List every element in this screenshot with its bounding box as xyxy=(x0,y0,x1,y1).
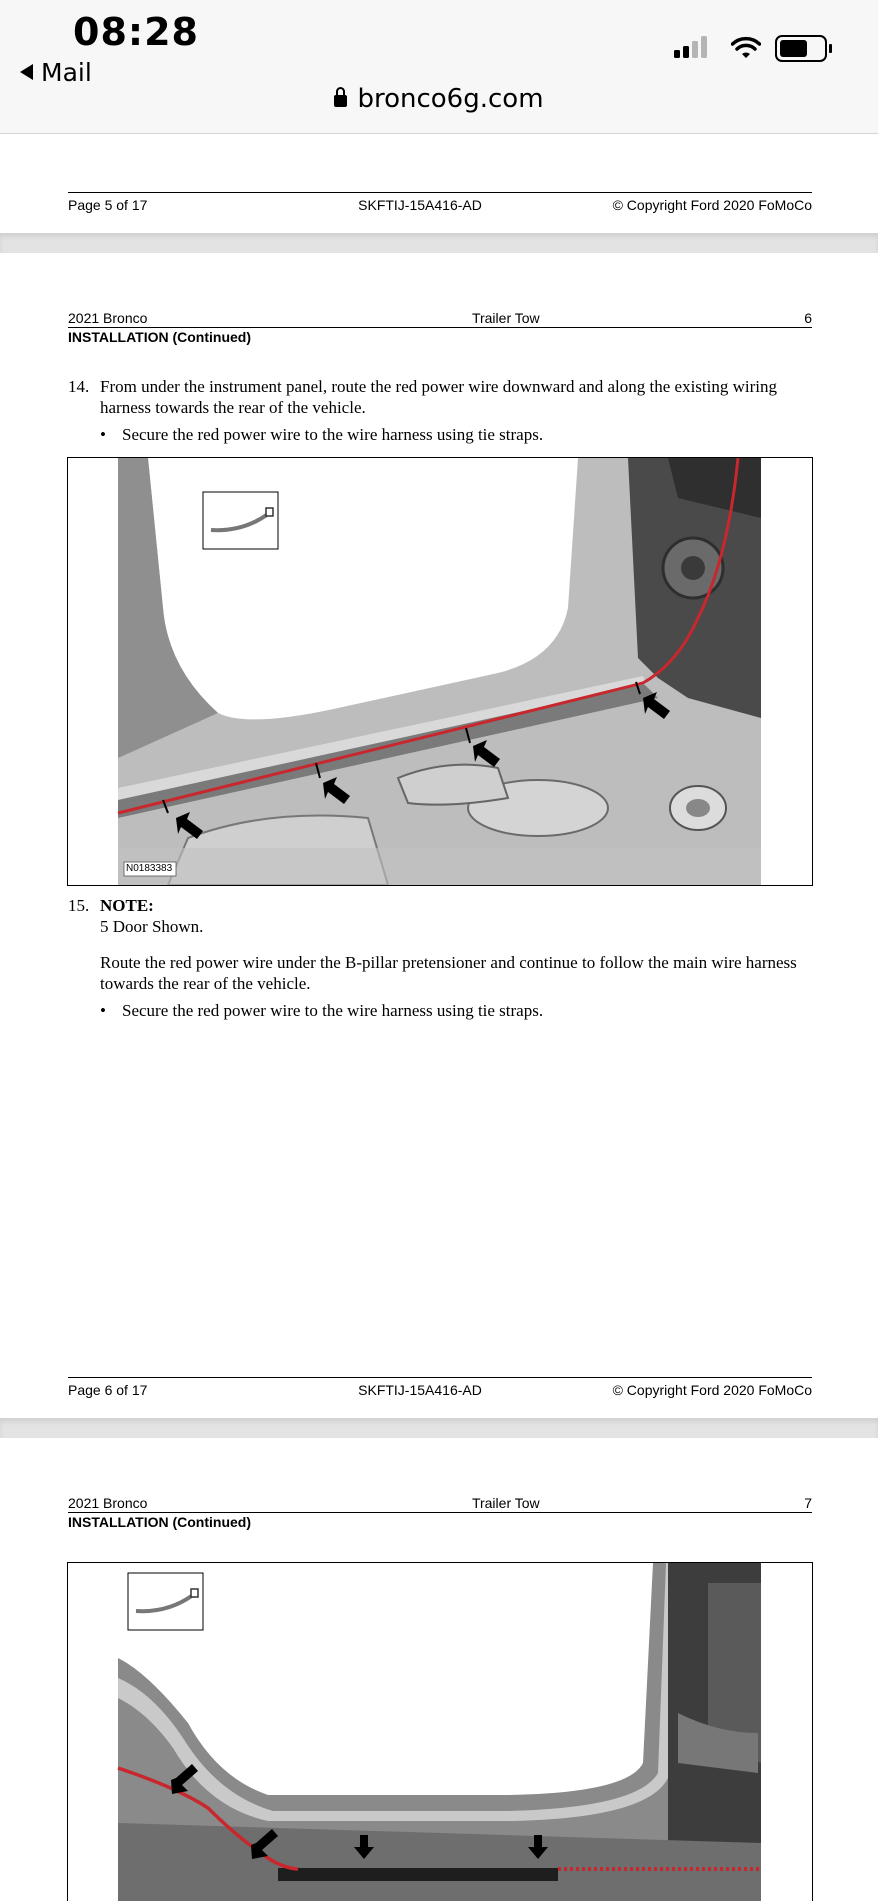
page6-footer xyxy=(68,1377,812,1398)
page6-header xyxy=(68,310,812,328)
browser-top-bar xyxy=(0,0,878,134)
step-text: From under the instrument panel, route the red power wire downward and along the existing wiring harness towards the rear of the vehicle. xyxy=(100,377,777,417)
step-bullet: • Secure the red power wire to the wire harness using tie straps. xyxy=(100,1000,812,1021)
step-15 xyxy=(68,895,812,1021)
address-bar[interactable] xyxy=(0,84,878,114)
page7-header xyxy=(68,1495,812,1513)
section-title: INSTALLATION (Continued) xyxy=(68,329,251,345)
url-text: bronco6g.com xyxy=(357,84,544,114)
footer-page-number: Page 6 of 17 xyxy=(68,1382,148,1398)
vehicle-interior-illustration xyxy=(68,458,812,885)
lock-icon xyxy=(334,95,347,107)
header-title: Trailer Tow xyxy=(471,1495,540,1511)
step-bullet: • Secure the red power wire to the wire harness using tie straps. xyxy=(100,424,812,445)
footer-doc-id: SKFTIJ-15A416-AD xyxy=(358,1382,482,1398)
back-label: Mail xyxy=(41,58,92,87)
figure-wire-routing-2 xyxy=(67,1562,813,1901)
header-page-number: 6 xyxy=(804,310,812,326)
page-separator xyxy=(0,233,878,253)
page-separator xyxy=(0,1418,878,1438)
header-page-number: 7 xyxy=(804,1495,812,1511)
step-14 xyxy=(68,376,812,445)
section-title: INSTALLATION (Continued) xyxy=(68,1514,251,1530)
status-time: 08:28 xyxy=(73,10,199,54)
footer-page-number: Page 5 of 17 xyxy=(68,197,148,213)
footer-doc-id: SKFTIJ-15A416-AD xyxy=(358,197,482,213)
back-to-mail-button[interactable] xyxy=(20,58,92,87)
page5-footer xyxy=(68,192,812,213)
header-vehicle: 2021 Bronco xyxy=(68,1495,148,1511)
figure-id: N0183383 xyxy=(126,863,173,874)
figure-wire-routing-1 xyxy=(67,457,813,886)
note-title: NOTE: xyxy=(100,896,154,915)
step-number: 14. xyxy=(68,377,90,396)
wifi-icon xyxy=(731,36,761,60)
vehicle-interior-illustration xyxy=(68,1563,812,1901)
header-title: Trailer Tow xyxy=(471,310,540,326)
footer-copyright: © Copyright Ford 2020 FoMoCo xyxy=(612,1382,812,1398)
footer-copyright: © Copyright Ford 2020 FoMoCo xyxy=(612,197,812,213)
step-text: Route the red power wire under the B-pillar pretensioner and continue to follow the main wire harness towards the rear of the vehicle. xyxy=(100,953,797,993)
battery-icon xyxy=(775,35,827,62)
header-vehicle: 2021 Bronco xyxy=(68,310,148,326)
note-text: 5 Door Shown. xyxy=(100,917,204,936)
back-arrow-icon xyxy=(20,64,33,80)
step-number: 15. xyxy=(68,896,90,915)
